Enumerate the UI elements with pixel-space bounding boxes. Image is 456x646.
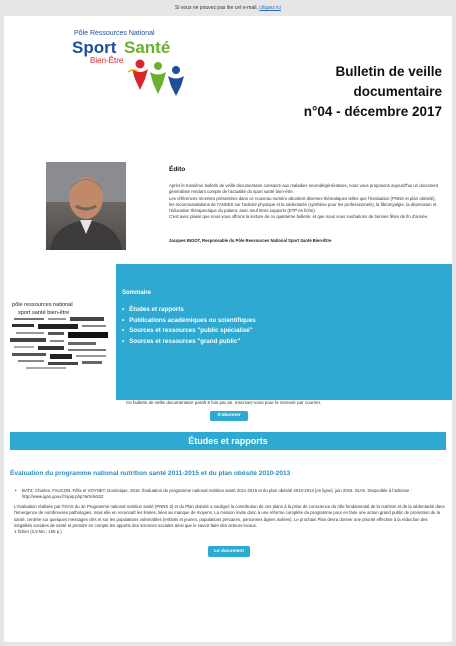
sommaire-heading: Sommaire <box>122 290 152 296</box>
article-body <box>14 504 446 535</box>
edito-heading: Édito <box>169 166 186 173</box>
sommaire-link[interactable]: • Études et rapports <box>122 305 256 316</box>
article-reference: • BATZ, Charles, FAUCON, Félix et VOYNET, Dominique. 2016. Évaluation du programme national nutrition santé 2011-2015 et du plan obésité 2010-2013 [en ligne]. juin 2016. IGAS. Disponible à l'adresse : http://www.igas.gouv.fr/spip.php?article522 <box>22 488 442 500</box>
logo-line3: Bien-Être <box>90 56 124 65</box>
subscribe-note: Ce bulletin de veille documentaire paraît 5 fois par an. Inscrivez-vous pour le recevoir par courrier. <box>126 400 322 405</box>
cloud-line2: sport santé bien-être <box>18 310 70 316</box>
author-photo <box>46 162 126 250</box>
document-button[interactable]: Le document <box>208 546 250 557</box>
edito-signature: Jacques BIGOT, Responsable du Pôle Ressources National Sport Santé Bien-Être <box>169 238 332 243</box>
email-view-text: Si vous ne pouvez pas lire cet e-mail, <box>175 5 258 11</box>
sommaire-list <box>122 305 256 347</box>
bulletin-title: Bulletin de veille <box>335 64 442 79</box>
logo-sport: Sport <box>72 38 117 57</box>
edito-paragraph: Les références récentes présentées dans ce nouveau numéro abordent diverses thématiques telles que l'évaluation (PNNS et plan obésité), les recommandations de l'ANSES sur l'activité physique et la sédentarité (synthèse pour les professionnels), la fibromyalgie, la dépression et l'éducation thérapeutique du patient, avec neuf titres supports (ETP en fiche). <box>169 195 437 214</box>
edito-paragraph: Après le troisième bulletin de veille documentaire consacré aux maladies neurodégénératives, nous vous proposons aujourd'hui un document généraliste rendant compte de l'actualité du sport santé bien-être. <box>169 183 439 195</box>
bulletin-issue: n°04 - décembre 2017 <box>303 104 442 119</box>
portrait-image <box>46 162 126 250</box>
article-file-info: 1 fichier (2,9 Mo ; 155 p.) <box>14 529 62 535</box>
bulletin-subtitle: documentaire <box>353 84 442 99</box>
sommaire-link[interactable]: • Sources et ressources "grand public" <box>122 337 256 348</box>
newsletter-page <box>4 16 452 642</box>
sommaire-panel <box>116 264 452 400</box>
logo-figures <box>128 60 184 97</box>
pole-ressources-logo <box>72 28 202 98</box>
sommaire-link[interactable]: • Sources et ressources "public spécialisé" <box>122 326 256 337</box>
word-cloud-image <box>8 292 116 374</box>
section-heading: Études et rapports <box>10 432 446 450</box>
edito-paragraph: C'est avec plaisir que nous vous offrons la lecture de ce quatrième bulletin, et que nous vous souhaitons de bonnes fêtes de fin d'année. <box>169 214 429 220</box>
logo-line1: Pôle Ressources National <box>74 30 155 37</box>
article-title-link[interactable]: Évaluation du programme national nutrition santé 2011-2015 et du plan obésité 2010-2013 <box>10 470 291 477</box>
sommaire-link[interactable]: • Publications académiques ou scientifiques <box>122 316 256 327</box>
bulletin-title-block <box>222 62 442 122</box>
view-online-link[interactable]: cliquez ici <box>259 5 281 11</box>
cloud-line1: pôle ressources national <box>12 302 73 308</box>
article-summary: L'évaluation réalisée par l'IGAS du 3e Programme national nutrition santé (PNNS 3) et du Plan obésité a souligné la contribution de ces plans à la prise de conscience du rôle fondamental de la nutrition et de la sédentarité dans l'émergence de nombreuses pathologies, mais elle en reconnaît les limites, liées au manque de moyens. La mission invite donc à une réforme complète du programme pour en faire une action grand public de promotion de la santé, centrée sur quelques messages clés et sur les populations vulnérables (enfants et jeunes, populations précaires, personnes âgées isolées). Le prochain Plan devra donner une priorité effective à la réduction des inégalités sociales de santé et prendre en compte les apports des sciences sociales ainsi que le savoir-faire des acteurs locaux. <box>14 504 445 528</box>
cloud-words <box>10 317 108 369</box>
subscribe-button[interactable]: S'abonner <box>210 411 248 421</box>
email-view-notice <box>0 0 456 16</box>
logo-sante: Santé <box>124 38 171 57</box>
edito-text <box>169 183 439 221</box>
